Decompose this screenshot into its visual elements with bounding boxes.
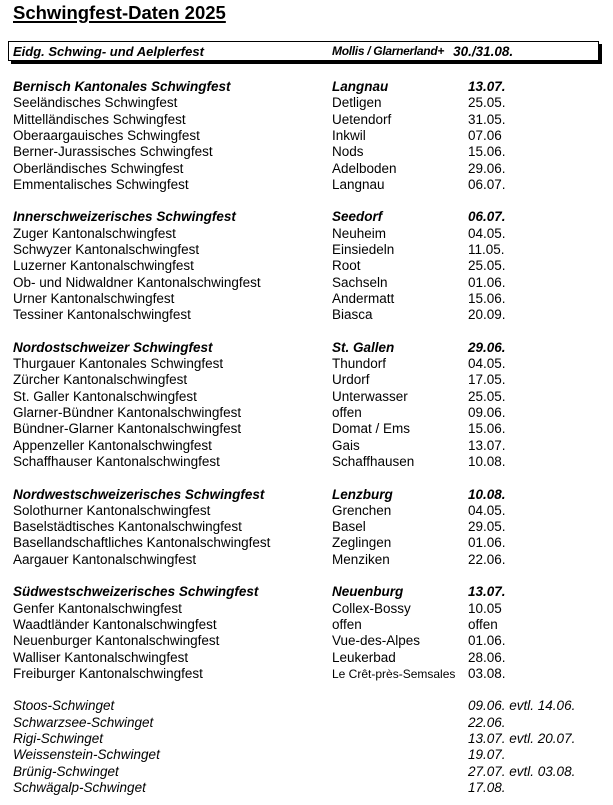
event-row [0,95,613,111]
event-name: Ob- und Nidwaldner Kantonalschwingfest [13,274,261,290]
event-name: Schaffhauser Kantonalschwingfest [13,453,220,469]
event-location: Basel [332,519,366,535]
mountain-festival-row [0,698,613,714]
event-location: Inkwil [332,127,366,143]
event-row [0,535,613,551]
event-name: Basellandschaftliches Kantonalschwingfest [13,535,271,551]
event-location: Urdorf [332,372,370,388]
event-row [0,275,613,291]
event-date: 13.07. [468,437,506,453]
event-date: 10.05 [468,600,502,616]
event-row [0,421,613,437]
event-name: Freiburger Kantonalschwingfest [13,665,203,681]
event-date: 04.05. [468,356,506,372]
event-row [0,633,613,649]
event-row [0,552,613,568]
event-location: Menziken [332,551,390,567]
event-name: Bernisch Kantonales Schwingfest [13,79,231,94]
event-date: 11.05. [468,242,505,257]
event-date: 17.08. [468,779,506,795]
event-name: Walliser Kantonalschwingfest [13,649,189,665]
event-row [0,112,613,128]
event-location: Adelboden [332,160,397,176]
event-name: Emmentalisches Schwingfest [13,176,189,192]
event-name: Thurgauer Kantonales Schwingfest [13,356,224,372]
event-name: Schwarzsee-Schwinget [13,714,154,730]
event-date: 10.08. [468,486,506,502]
featured-event-name: Eidg. Schwing- und Aelplerfest [13,43,204,59]
mountain-festival-row [0,715,613,731]
event-name: Nordostschweizer Schwingfest [13,339,213,355]
event-date: 29.05. [468,519,506,535]
event-name: Baselstädtisches Kantonalschwingfest [13,519,242,535]
event-name: Schwyzer Kantonalschwingfest [13,242,200,257]
event-name: Innerschweizerisches Schwingfest [13,209,236,225]
event-name: Zürcher Kantonalschwingfest [13,372,188,388]
event-date: 01.06. [468,535,506,551]
page-title: Schwingfest-Daten 2025 [13,2,226,23]
event-location: St. Gallen [332,339,395,355]
event-row [0,617,613,633]
event-row [0,372,613,388]
event-location: Collex-Bossy [332,600,411,616]
event-location: Schaffhausen [332,453,415,469]
event-row [0,601,613,617]
event-name: Weissenstein-Schwinget [13,747,160,763]
section-header-row [0,79,613,95]
event-row [0,438,613,454]
event-name: Stoos-Schwinget [13,698,115,714]
event-name: Appenzeller Kantonalschwingfest [13,437,212,453]
event-name: Seeländisches Schwingfest [13,95,178,111]
event-name: Tessiner Kantonalschwingfest [13,307,191,323]
event-location: Einsiedeln [332,242,395,257]
event-name: Oberaargauisches Schwingfest [13,127,200,143]
event-location: Langnau [332,176,385,192]
event-location: Biasca [332,307,373,323]
event-row [0,242,613,258]
event-date: 25.05. [468,95,506,111]
event-date: 15.06. [468,290,506,306]
event-name: Solothurner Kantonalschwingfest [13,502,211,518]
event-date: 15.06. [468,421,506,437]
event-date: 17.05. [468,372,506,388]
event-location: Lenzburg [332,486,393,502]
event-location: Zeglingen [332,535,392,551]
event-date: 07.06 [468,127,502,143]
mountain-festival-row [0,747,613,763]
event-date: 06.07. [468,209,506,225]
event-location: Andermatt [332,290,395,306]
mountain-festival-row [0,764,613,780]
event-location: Leukerbad [332,649,396,665]
event-location: Neuenburg [332,584,404,600]
event-location: Root [332,258,361,274]
event-date: 25.05. [468,388,506,404]
event-location: Unterwasser [332,388,408,404]
featured-event-location: Mollis / Glarnerland+ [332,44,445,58]
event-name: Südwestschweizerisches Schwingfest [13,584,259,600]
event-location: offen [332,616,362,632]
event-location: Nods [332,144,364,160]
event-row [0,307,613,323]
event-date: 22.06. [468,551,506,567]
event-date: 13.07. [468,584,506,600]
event-name: Aargauer Kantonalschwingfest [13,551,197,567]
event-row [0,356,613,372]
section-header-row [0,340,613,356]
event-date: 09.06. evtl. 14.06. [468,698,576,714]
mountain-festival-row [0,731,613,747]
event-row [0,503,613,519]
event-name: Mittelländisches Schwingfest [13,111,186,127]
event-location: Thundorf [332,356,387,372]
event-date: 20.09. [468,307,506,323]
event-name: Schwägalp-Schwinget [13,779,146,795]
event-date: 22.06. [468,714,506,730]
event-row [0,519,613,535]
event-row [0,161,613,177]
event-date: 28.06. [468,649,506,665]
event-row [0,650,613,666]
event-date: 13.07. evtl. 20.07. [468,731,576,746]
event-date: 25.05. [468,258,506,274]
event-date: 29.06. [468,339,506,355]
event-date: 06.07. [468,176,506,192]
event-name: Bündner-Glarner Kantonalschwingfest [13,421,242,437]
event-date: 31.05. [468,111,506,127]
event-location: offen [332,405,362,420]
event-location: Langnau [332,79,389,94]
event-row [0,177,613,193]
event-location: Domat / Ems [332,421,411,437]
section-header-row [0,487,613,503]
featured-event-box [8,41,599,61]
event-location: Sachseln [332,274,388,290]
event-row [0,258,613,274]
event-row [0,291,613,307]
event-name: Luzerner Kantonalschwingfest [13,258,194,274]
event-date: 01.06. [468,633,506,649]
event-name: Neuenburger Kantonalschwingfest [13,633,220,649]
event-row [0,405,613,421]
event-name: Genfer Kantonalschwingfest [13,600,182,616]
event-date: 15.06. [468,144,506,160]
event-location: Detligen [332,95,382,111]
event-row [0,128,613,144]
event-name: Glarner-Bündner Kantonalschwingfest [13,405,242,420]
event-row [0,389,613,405]
event-date: 10.08. [468,453,506,469]
event-date: 19.07. [468,747,506,763]
featured-event-date: 30./31.08. [453,43,514,59]
event-date: 13.07. [468,79,506,94]
event-location: Le Crêt-près-Semsales [332,666,456,681]
section-header-row [0,584,613,600]
event-location: Gais [332,437,360,453]
event-location: Grenchen [332,502,392,518]
event-location: Vue-des-Alpes [332,633,421,649]
event-row [0,454,613,470]
event-date: 09.06. [468,405,506,420]
event-date: 29.06. [468,160,506,176]
event-row [0,226,613,242]
event-date: offen [468,616,498,632]
event-name: St. Galler Kantonalschwingfest [13,388,197,404]
event-row [0,666,613,682]
section-header-row [0,209,613,225]
event-date: 27.07. evtl. 03.08. [468,763,576,779]
event-name: Nordwestschweizerisches Schwingfest [13,486,265,502]
event-name: Brünig-Schwinget [13,763,119,779]
event-location: Neuheim [332,225,387,241]
event-name: Waadtländer Kantonalschwingfest [13,616,217,632]
event-location: Uetendorf [332,111,392,127]
event-name: Rigi-Schwinget [13,731,104,746]
event-date: 04.05. [468,502,506,518]
event-date: 04.05. [468,225,506,241]
event-name: Berner-Jurassisches Schwingfest [13,144,213,160]
event-date: 01.06. [468,274,506,290]
event-row [0,144,613,160]
event-name: Zuger Kantonalschwingfest [13,225,176,241]
event-name: Oberländisches Schwingfest [13,160,184,176]
event-name: Urner Kantonalschwingfest [13,290,175,306]
event-date: 03.08. [468,665,506,681]
event-location: Seedorf [332,209,383,225]
mountain-festival-row [0,780,613,796]
